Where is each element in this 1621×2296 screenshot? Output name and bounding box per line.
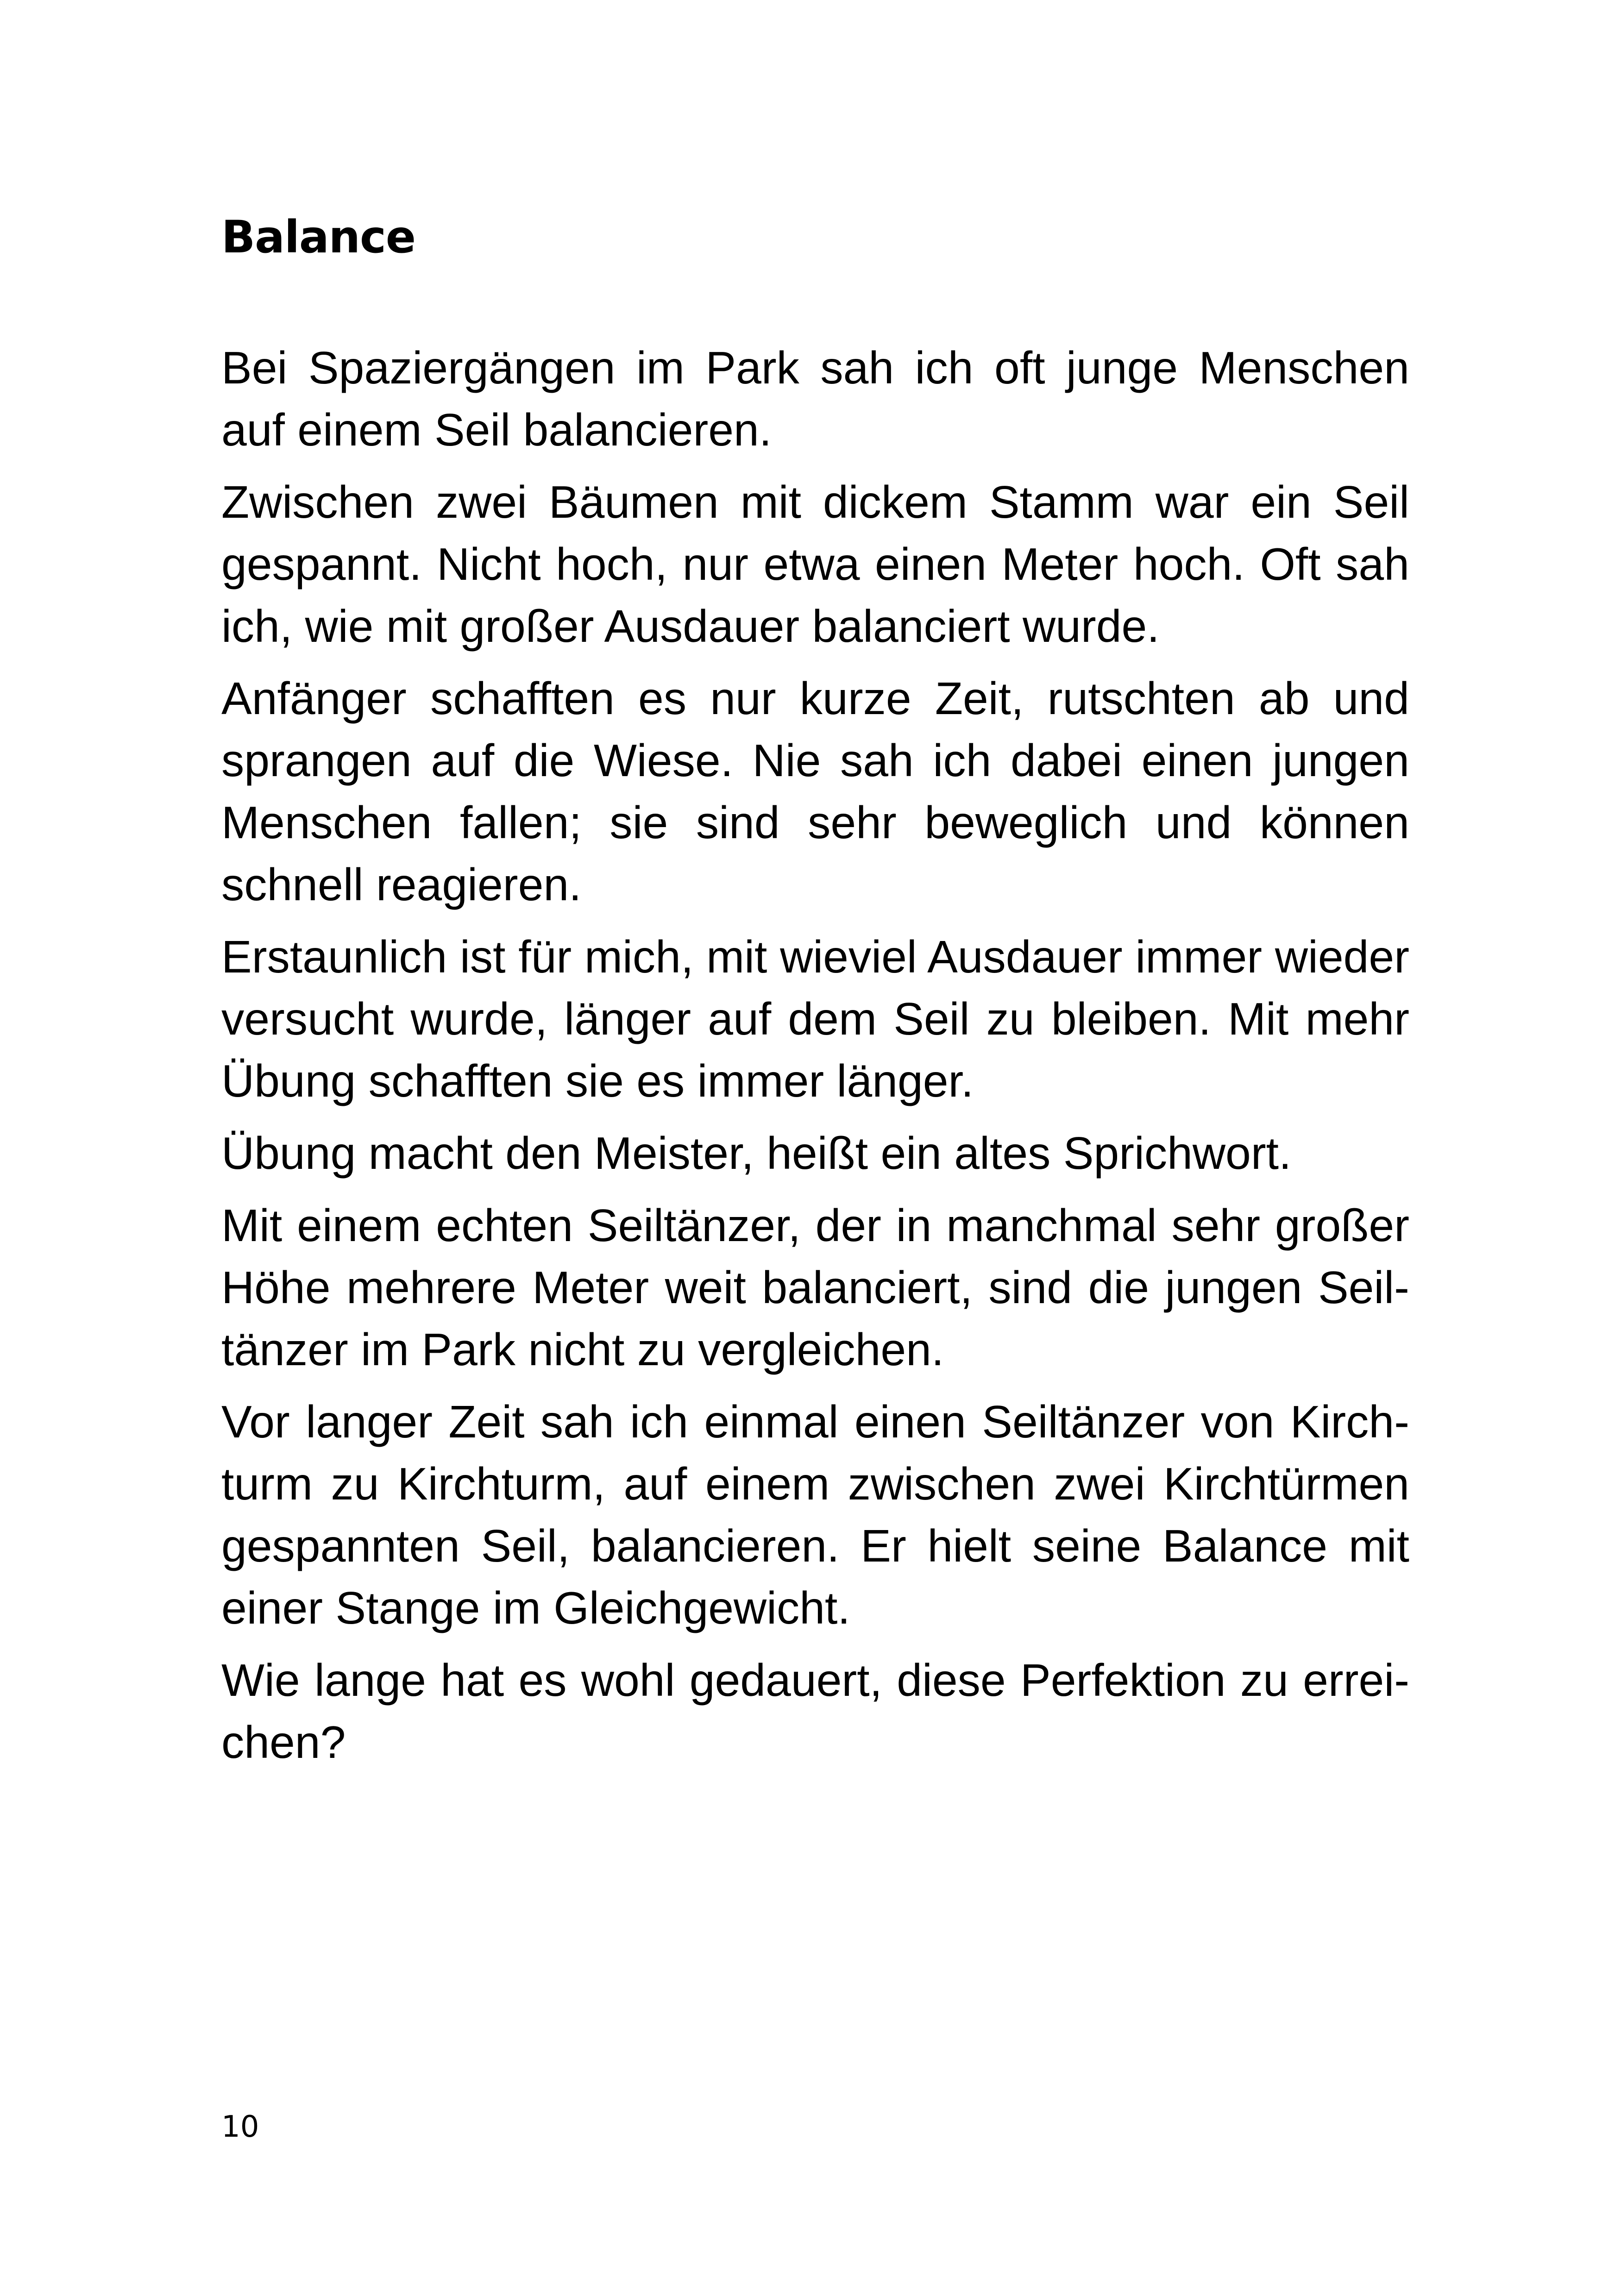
paragraph-line: auf einem Seil balancieren. [221,404,772,455]
paragraph-line: Übung macht den Meister, heißt ein altes Sprichwort. [221,1128,1292,1179]
paragraph-line: sprangen auf die Wiese. Nie sah ich dabei einen jungen [221,735,1409,786]
paragraph-line: Mit einem echten Seiltänzer, der in manchmal sehr großer [221,1200,1409,1251]
paragraph-line: Vor langer Zeit sah ich einmal einen Seiltänzer von Kirch- [221,1396,1409,1447]
paragraph-line: gespannt. Nicht hoch, nur etwa einen Meter hoch. Oft sah [221,539,1409,590]
paragraph-line: Übung schafften sie es immer länger. [221,1055,974,1106]
paragraph [221,667,1409,916]
paragraph-line: tänzer im Park nicht zu vergleichen. [221,1324,944,1375]
paragraph-line: Erstaunlich ist für mich, mit wieviel Ausdauer immer wieder [221,931,1409,982]
paragraph-line: Menschen fallen; sie sind sehr beweglich und können [221,797,1409,848]
page-title: Balance [221,211,415,263]
paragraph-line: Wie lange hat es wohl gedauert, diese Perfektion zu errei- [221,1655,1409,1706]
paragraph-line: Zwischen zwei Bäumen mit dickem Stamm war ein Seil [221,477,1409,527]
page-number: 10 [221,2110,259,2144]
paragraph [221,1649,1409,1773]
paragraph-line: ich, wie mit großer Ausdauer balanciert wurde. [221,601,1160,652]
paragraph [221,337,1409,461]
paragraph-line: gespannten Seil, balancieren. Er hielt seine Balance mit [221,1520,1409,1571]
paragraph [221,1194,1409,1380]
paragraph-line: turm zu Kirchturm, auf einem zwischen zwei Kirchtürmen [221,1458,1409,1509]
paragraph-line: schnell reagieren. [221,859,582,910]
paragraph-line: Höhe mehrere Meter weit balanciert, sind die jungen Seil- [221,1262,1409,1313]
paragraph-line: versucht wurde, länger auf dem Seil zu bleiben. Mit mehr [221,993,1409,1044]
paragraph [221,926,1409,1112]
paragraph-line: einer Stange im Gleichgewicht. [221,1582,850,1633]
paragraph [221,1122,1409,1184]
body-text [221,337,1409,1783]
paragraph-line: Bei Spaziergängen im Park sah ich oft junge Menschen [221,342,1409,393]
paragraph-line: Anfänger schafften es nur kurze Zeit, rutschten ab und [221,673,1409,724]
paragraph [221,1391,1409,1639]
paragraph [221,471,1409,657]
paragraph-line: chen? [221,1717,346,1768]
